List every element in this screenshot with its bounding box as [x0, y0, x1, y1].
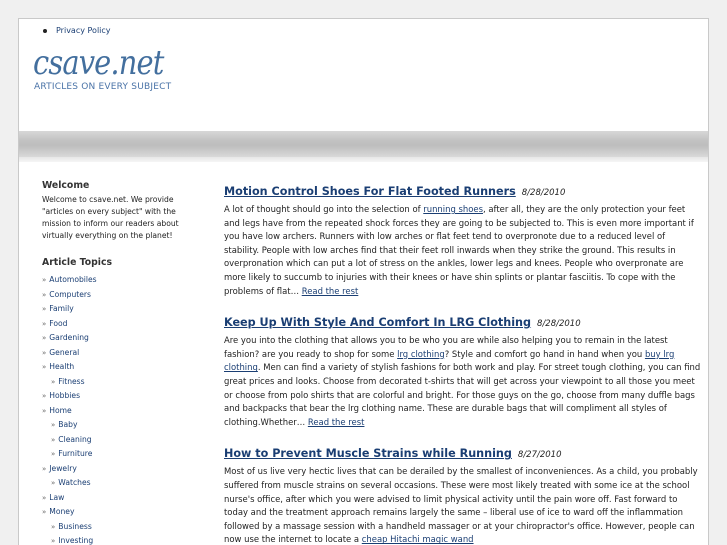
sidebar-topic-home: [42, 404, 192, 419]
arrow-icon: »: [42, 406, 47, 415]
sidebar-topic-business: [42, 520, 192, 535]
arrow-icon: »: [51, 435, 56, 444]
sidebar-topic-general: [42, 346, 192, 361]
topic-link[interactable]: Home: [49, 405, 72, 415]
header-band-shadow: [19, 157, 708, 162]
post-body: [224, 334, 702, 429]
welcome-text: Welcome to csave.net. We provide "articles on every subject" with the mission to inform our readers about virtually everything on the planet!: [42, 195, 179, 240]
arrow-icon: »: [51, 479, 56, 487]
post-text: , after all, they are the only protection your feet and legs have from the repeated shock forces they are going to be subjected to. This is even more important if you have low archers. Runners with low arches or flat feet tend to overpronote due to a reduced level of stability. People with low arches find that their feet roll inwards when they strike the ground. This results in overpronation which can put a lot of stress on the ankles, lower legs and knees. People who overpronate are more likely to succumb to injuries with their knees or have shin splints or plantar fasciitis. To cope with the problems of flat…: [224, 204, 694, 296]
arrow-icon: »: [42, 290, 47, 299]
post-date: 8/28/2010: [521, 188, 566, 198]
topic-link[interactable]: Fitness: [58, 376, 85, 386]
post-text: ? Style and comfort go hand in hand when you: [444, 348, 645, 359]
arrow-icon: »: [51, 450, 56, 458]
sidebar-topic-jewelry: [42, 462, 192, 477]
topic-link[interactable]: Cleaning: [58, 434, 92, 444]
arrow-icon: »: [42, 363, 47, 371]
arrow-icon: »: [51, 522, 56, 531]
topic-link[interactable]: General: [49, 347, 80, 357]
post-title-row: [224, 446, 702, 463]
topic-link[interactable]: Investing: [58, 536, 94, 545]
welcome-heading: Welcome: [42, 180, 90, 191]
read-more-link[interactable]: Read the rest: [301, 285, 359, 296]
topic-link[interactable]: Money: [49, 507, 75, 516]
arrow-icon: »: [42, 334, 47, 342]
topic-link[interactable]: Baby: [58, 420, 78, 429]
arrow-icon: »: [42, 319, 47, 328]
arrow-icon: »: [42, 392, 47, 400]
post-date: 8/28/2010: [537, 319, 581, 330]
post-body: [224, 465, 702, 545]
sidebar-topic-fitness: [42, 375, 192, 390]
post-text: . Men can find a variety of stylish fashions for both work and play. For street tough clothing, you can find great prices and looks. Choose from decorated t-shirts that will get across your viewpoint to all those you meet or choose from polo shirts that are colorful and bright. For those guys on the go, choose from many duffle bags and backpacks that bear the lrg clothing name. These are durable bags that will compliment all styles of clothing.Whether…: [224, 362, 701, 427]
topic-link[interactable]: Jewelry: [49, 463, 77, 473]
header-band: [19, 131, 708, 157]
post-date: 8/27/2010: [517, 450, 562, 461]
topic-link[interactable]: Health: [49, 362, 75, 371]
running-shoes-link[interactable]: running shoes: [423, 204, 483, 214]
sidebar-topic-investing: [42, 534, 192, 545]
topic-link[interactable]: Food: [49, 318, 68, 328]
post: [224, 315, 702, 429]
nav-item-privacy: [43, 26, 111, 35]
arrow-icon: »: [42, 305, 47, 313]
post-text: Most of us live very hectic lives that can be derailed by the smallest of inconveniences. As a child, you probably suffered from muscle strains on several occasions. These were most likely treated with some ice at the school nurse's office, after which you were advised to limit physical activity until the pain wore off. Fast forward to today and the treatment approach remains largely the same – liberal use of ice to ward off the inflammation followed by a massage session with a handheld massager or at your chiropractor's office. However, people can now use the internet to locate a: [224, 466, 698, 545]
topics-heading: Article Topics: [42, 257, 113, 268]
post-title-row: [224, 184, 702, 201]
arrow-icon: »: [42, 348, 47, 357]
site-tagline: ARTICLES ON EVERY SUBJECT: [34, 82, 172, 92]
arrow-icon: »: [42, 464, 47, 473]
bullet-icon: [43, 29, 47, 33]
hitachi-wand-link[interactable]: cheap Hitachi magic wand: [361, 534, 474, 545]
post-text: Are you into the clothing that allows you to be who you are while also helping you to remain in the latest fashion? are you ready to shop for some: [224, 335, 668, 359]
lrg-clothing-link[interactable]: lrg clothing: [397, 348, 445, 359]
topic-link[interactable]: Furniture: [58, 449, 93, 458]
post-text: A lot of thought should go into the selection of: [224, 204, 424, 214]
post: [224, 446, 702, 545]
arrow-icon: »: [51, 421, 56, 429]
sidebar-topic-hobbies: [42, 389, 192, 404]
sidebar-topic-computers: [42, 288, 192, 303]
read-more-link[interactable]: Read the rest: [307, 416, 365, 427]
sidebar-topic-gardening: [42, 331, 192, 346]
post-body: [224, 203, 702, 298]
sidebar-topic-food: [42, 317, 192, 332]
arrow-icon: »: [51, 377, 56, 386]
topic-link[interactable]: Family: [49, 304, 74, 313]
post-title-link[interactable]: Keep Up With Style And Comfort In LRG Clothing: [224, 316, 532, 330]
site-logo[interactable]: csave.net: [33, 43, 164, 83]
sidebar-topic-money: [42, 505, 192, 520]
sidebar-topic-furniture: [42, 447, 192, 462]
sidebar-topic-cleaning: [42, 433, 192, 448]
post-title-row: [224, 315, 702, 332]
sidebar-topic-watches: [42, 476, 192, 491]
topic-link[interactable]: Watches: [58, 478, 91, 487]
sidebar-topic-family: [42, 302, 192, 317]
page-frame: [18, 18, 709, 545]
sidebar-topic-baby: [42, 418, 192, 433]
topic-link[interactable]: Gardening: [49, 333, 89, 342]
topic-list: [42, 273, 192, 545]
arrow-icon: »: [42, 508, 47, 516]
topic-link[interactable]: Computers: [49, 289, 92, 299]
arrow-icon: »: [42, 276, 47, 284]
topic-link[interactable]: Automobiles: [49, 275, 97, 284]
arrow-icon: »: [42, 493, 47, 502]
topic-link[interactable]: Business: [58, 521, 92, 531]
privacy-policy-link[interactable]: Privacy Policy: [56, 26, 111, 35]
arrow-icon: »: [51, 537, 56, 545]
post: [224, 184, 702, 298]
top-nav: [43, 26, 111, 35]
main-content: [224, 184, 702, 545]
post-title-link[interactable]: How to Prevent Muscle Strains while Running: [224, 447, 512, 461]
buy-lrg-clothing-link[interactable]: buy lrg clothing: [224, 348, 675, 373]
sidebar-topic-automobiles: [42, 273, 192, 288]
sidebar: [42, 180, 192, 545]
sidebar-topic-health: [42, 360, 192, 375]
sidebar-topic-law: [42, 491, 192, 506]
topic-link[interactable]: Law: [49, 492, 65, 502]
post-title-link[interactable]: Motion Control Shoes For Flat Footed Runners: [224, 185, 516, 198]
topic-link[interactable]: Hobbies: [49, 391, 81, 400]
